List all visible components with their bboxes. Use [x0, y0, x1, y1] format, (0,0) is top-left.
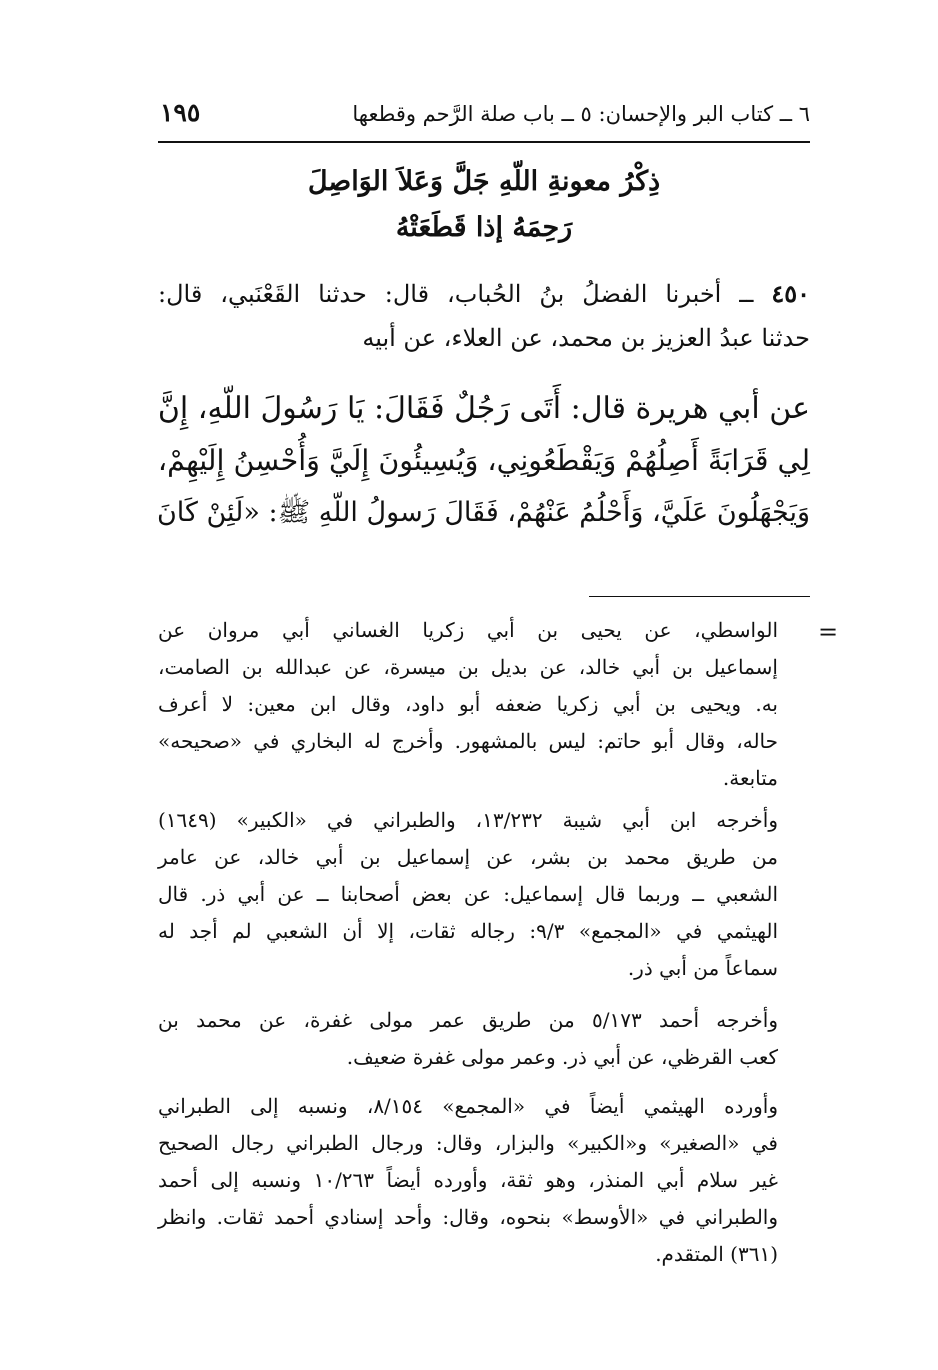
footnote-continuation-mark: = [818, 618, 839, 646]
isnad-line-1-text: ــ أخبرنا الفضلُ بنُ الحُباب، قال: حدثنا القَعْنَبي، قال: [158, 280, 754, 308]
footnote-line: الشعبي ــ وربما قال إسماعيل: عن بعض أصحابنا ــ عن أبي ذر. قال [158, 882, 778, 906]
footnote-line: حاله، وقال أبو حاتم: ليس بالمشهور. وأخرج له البخاري في «صحيحه» [158, 729, 778, 753]
footnote-line: به. ويحيى بن أبي زكريا ضعفه أبو داود، وقال ابن معين: لا أعرف [158, 692, 778, 716]
isnad-line-1 [158, 276, 810, 312]
page-number: ١٩٥ [160, 98, 201, 127]
footnote-line: من طريق محمد بن بشر، عن إسماعيل بن أبي خالد، عن عامر [158, 845, 778, 869]
chapter-heading-line-1: ذِكْرُ معونةِ اللّهِ جَلَّ وَعَلاَ الوَاصِلَ [307, 166, 661, 197]
matn-line-1: عن أبي هريرة قال: أَتَى رَجُلٌ فَقَالَ: يَا رَسُولَ اللّهِ، إِنَّ [157, 391, 810, 426]
footnote-line: متابعة. [722, 766, 778, 790]
footnote-line: الواسطي، عن يحيى بن أبي زكريا الغساني أبي مروان عن [158, 618, 778, 642]
footnote-line: في «الصغير» و«الكبير» والبزار، وقال: ورجال الطبراني رجال الصحيح [158, 1131, 778, 1155]
isnad-line-2: حدثنا عبدُ العزيز بن محمد، عن العلاء، عن أبيه [362, 324, 810, 352]
footnote-line: كعب القرظي، عن أبي ذر. وعمر مولى غفرة ضعيف. [346, 1045, 778, 1069]
matn-line-2: لِي قَرَابَةً أَصِلُهُمْ وَيَقْطَعُونِي، وَيُسِيئُونَ إِلَيَّ وَأُحْسِنُ إِلَيْهِمْ، [157, 444, 810, 477]
chapter-heading-line-2: رَحِمَهُ إذا قَطَعَتْهُ [395, 212, 573, 243]
header-rule [158, 141, 810, 143]
footnote-line: الهيثمي في «المجمع» ٩/٣: رجاله ثقات، إلا أن الشعبي لم أجد له [158, 919, 778, 943]
footnote-rule [589, 596, 810, 597]
hadith-number: ٤٥٠ [771, 279, 810, 308]
footnote-line: (٣٦١) المتقدم. [655, 1242, 778, 1266]
footnote-line: غير سلام أبي المنذر، وهو ثقة، وأورده أيضاً ١٠/٢٦٣ ونسبه إلى أحمد [158, 1168, 778, 1192]
page-header [158, 96, 810, 136]
running-head: ٦ ــ كتاب البر والإحسان: ٥ ــ باب صلة الرَّحم وقطعها [352, 102, 810, 126]
footnote-line: إسماعيل بن أبي خالد، عن بديل بن ميسرة، عن عبدالله بن الصامت، [158, 655, 778, 679]
footnote-line: سماعاً من أبي ذر. [627, 956, 778, 980]
footnote-line: والطبراني في «الأوسط» بنحوه، وقال: وأحد إسنادي أحمد ثقات. وانظر [158, 1205, 778, 1229]
footnote-line: وأخرجه أحمد ٥/١٧٣ من طريق عمر مولى غفرة، عن محمد بن [158, 1008, 779, 1032]
footnote-line: وأورده الهيثمي أيضاً في «المجمع» ٨/١٥٤، ونسبه إلى الطبراني [158, 1094, 779, 1118]
footnote-line: وأخرجه ابن أبي شيبة ١٣/٢٣٢، والطبراني في «الكبير» (١٦٤٩) [158, 808, 778, 832]
matn-line-3: وَيَجْهَلُونَ عَلَيَّ، وَأَحْلُمُ عَنْهُمْ، فَقَالَ رَسولُ اللّهِ ﷺ: «لَئِنْ كَانَ [156, 497, 810, 528]
